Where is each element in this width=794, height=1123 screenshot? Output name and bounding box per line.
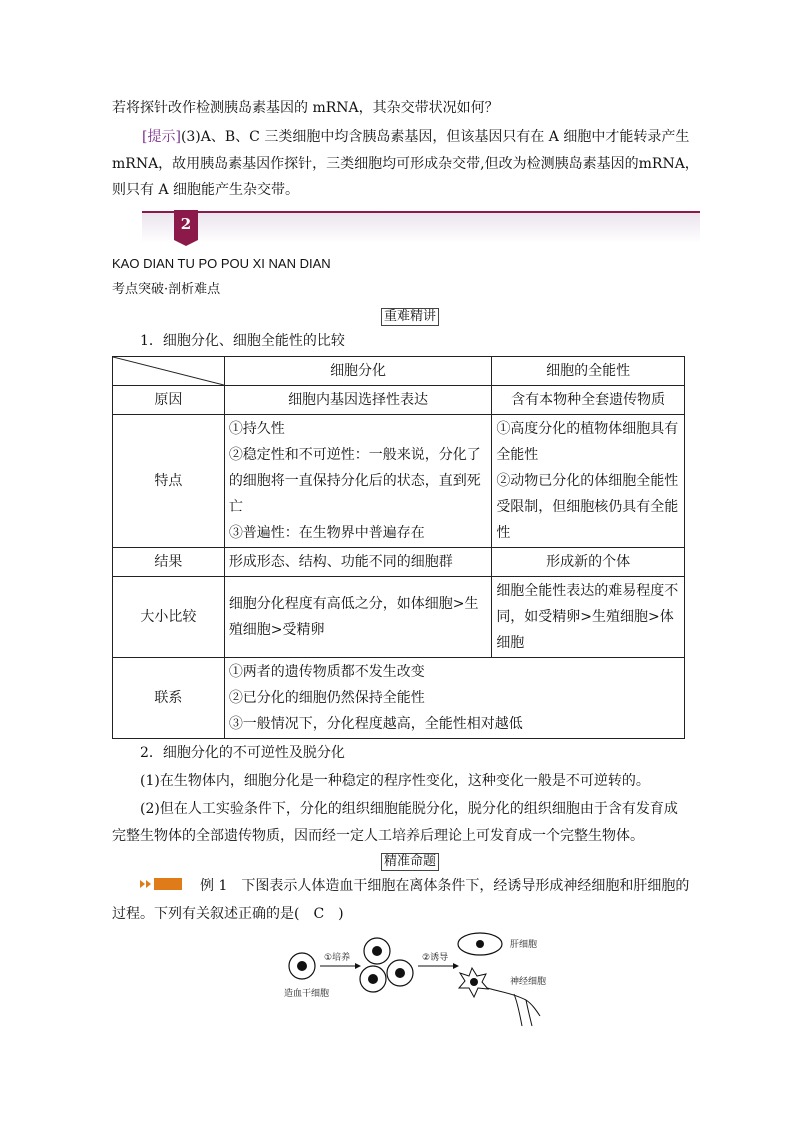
result-differentiation: 形成形态、结构、功能不同的细胞群: [224, 548, 492, 577]
table-row-feature: [113, 415, 685, 548]
paragraph-2-line1: (2)但在人工实验条件下，分化的组织细胞能脱分化，脱分化的组织细胞由于含有发育成: [140, 801, 678, 817]
table-row-compare: [113, 577, 685, 658]
example-marker-icon: [140, 877, 182, 891]
section-pinyin: KAO DIAN TU PO POU XI NAN DIAN: [112, 256, 331, 271]
hint-tag: [提示]: [142, 129, 181, 145]
reason-totipotency: 含有本物种全套遗传物质: [492, 386, 685, 415]
cultured-cells-icon: [360, 938, 413, 992]
relation-content: [224, 658, 684, 739]
feature-total-item2: ②动物已分化的体细胞全能性受限制，但细胞核仍具有全能性: [496, 473, 679, 541]
example-line1: 例 1 下图表示人体造血干细胞在离体条件下，经诱导形成神经细胞和肝细胞的: [200, 878, 690, 894]
row-label-reason: 原因: [113, 386, 225, 415]
banner-shade: [142, 213, 700, 243]
example-line2: 过程。下列有关叙述正确的是( C ): [112, 906, 344, 922]
compare-totipotency: 细胞全能性表达的难易程度不同，如受精卵>生殖细胞>体细胞: [492, 577, 685, 658]
diagonal-line: [113, 357, 224, 385]
heading-comparison: 1．细胞分化、细胞全能性的比较: [140, 333, 345, 349]
reason-differentiation: 细胞内基因选择性表达: [224, 386, 492, 415]
header-corner-cell: [113, 357, 225, 386]
feature-differentiation: [224, 415, 492, 548]
compare-differentiation: 细胞分化程度有高低之分，如体细胞>生殖细胞>受精卵: [224, 577, 492, 658]
hint-paragraph-line2: mRNA，故用胰岛素基因作探针，三类细胞均可形成杂交带,但改为检测胰岛素基因的mRNA，: [112, 156, 699, 172]
result-totipotency: 形成新的个体: [492, 548, 685, 577]
table-row-reason: [113, 386, 685, 415]
relation-item3: ③一般情况下，分化程度越高，全能性相对越低: [228, 716, 523, 732]
cell-differentiation-diagram: [282, 930, 562, 1030]
row-label-result: 结果: [113, 548, 225, 577]
header-totipotency: 细胞的全能性: [492, 357, 685, 386]
stem-cell-icon: [289, 953, 315, 979]
precise-questions-box: 精准命题: [381, 853, 439, 871]
row-label-feature: 特点: [113, 415, 225, 548]
intro-question: 若将探针改作检测胰岛素基因的 mRNA，其杂交带状况如何？: [112, 100, 499, 116]
label-culture: ①培养: [324, 953, 351, 963]
banner-divider: [142, 211, 700, 213]
feature-total-item1: ①高度分化的植物体细胞具有全能性: [496, 421, 679, 463]
key-points-box: 重难精讲: [381, 308, 439, 326]
hint-paragraph-line3: 则只有 A 细胞能产生杂交带。: [112, 182, 300, 198]
feature-diff-item1: ①持久性: [228, 421, 285, 437]
section-title: 考点突破·剖析难点: [112, 282, 221, 297]
feature-totipotency: [492, 415, 685, 548]
hint-text-1: (3)A、B、C 三类细胞中均含胰岛素基因，但该基因只有在 A 细胞中才能转录产生: [180, 129, 690, 145]
relation-item2: ②已分化的细胞仍然保持全能性: [228, 690, 425, 706]
row-label-relation: 联系: [113, 658, 225, 739]
paragraph-1: (1)在生物体内，细胞分化是一种稳定的程序性变化，这种变化一般是不可逆转的。: [140, 773, 650, 789]
table-row-relation: [113, 658, 685, 739]
comparison-table: [112, 356, 685, 739]
label-stem-cell: 造血干细胞: [284, 989, 330, 999]
table-header-row: [113, 357, 685, 386]
paragraph-2-line2: 完整生物体的全部遗传物质，因而经一定人工培养后理论上可发育成一个完整生物体。: [112, 828, 644, 844]
label-nerve-cell: 神经细胞: [510, 977, 547, 987]
label-liver-cell: 肝细胞: [510, 940, 538, 950]
heading-irreversibility: 2．细胞分化的不可逆性及脱分化: [140, 745, 345, 761]
relation-item1: ①两者的遗传物质都不发生改变: [228, 664, 425, 680]
hint-paragraph-line1: [142, 127, 732, 147]
section-number-badge: 2: [174, 210, 198, 240]
row-label-compare: 大小比较: [113, 577, 225, 658]
header-differentiation: 细胞分化: [224, 357, 492, 386]
label-induction: ②诱导: [422, 953, 449, 963]
table-row-result: [113, 548, 685, 577]
feature-diff-item3: ③普遍性：在生物界中普遍存在: [228, 525, 425, 541]
liver-cell-icon: [458, 933, 502, 955]
feature-diff-item2: ②稳定性和不可逆性：一般来说，分化了的细胞将一直保持分化后的状态，直到死亡: [228, 447, 481, 515]
